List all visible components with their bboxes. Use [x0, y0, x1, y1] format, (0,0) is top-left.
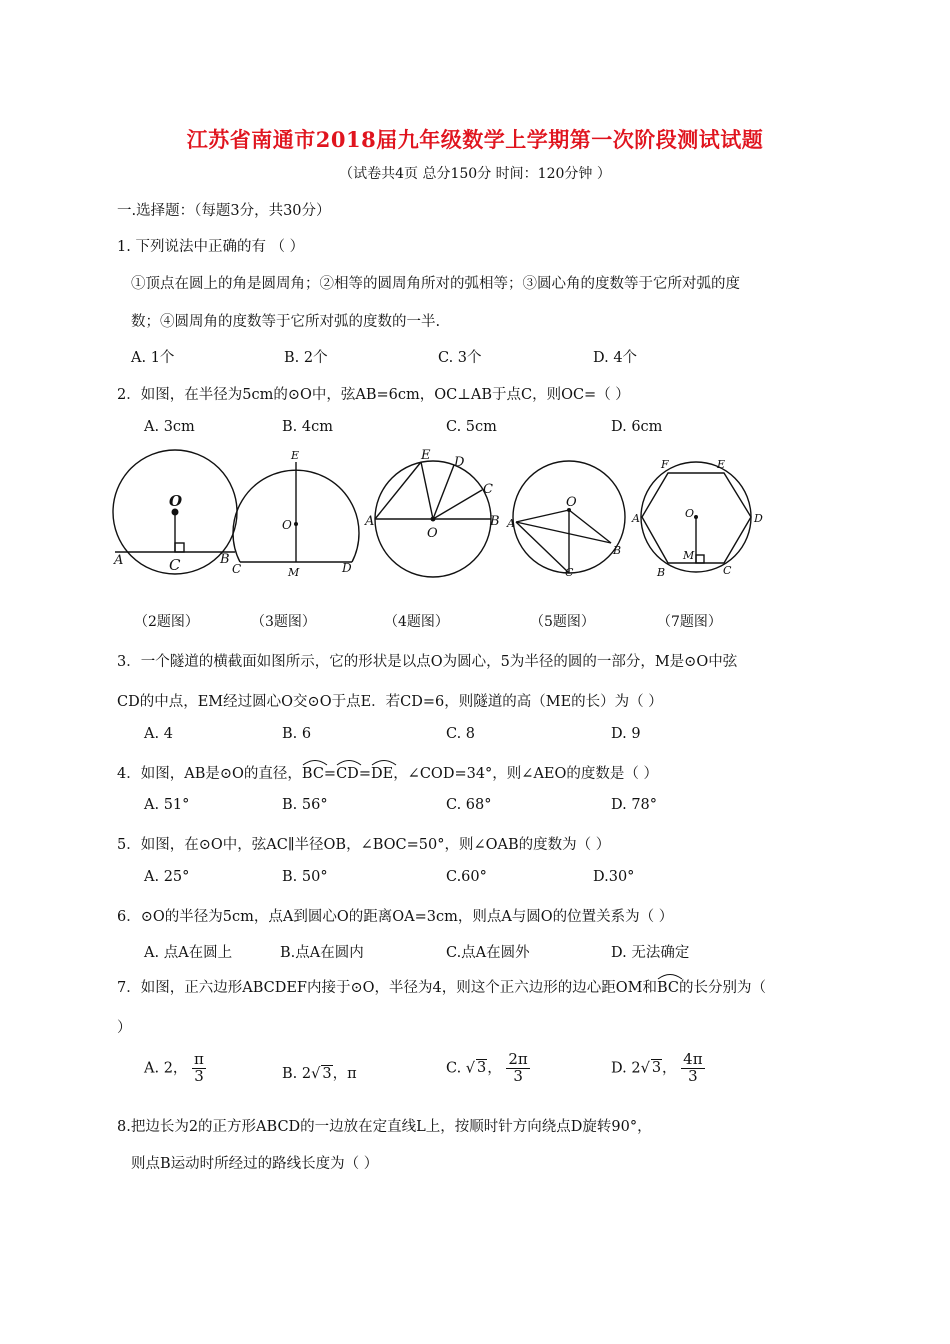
- fig7-label-o: O: [685, 507, 695, 520]
- fig5-label-b: B: [613, 544, 622, 557]
- q2-option-b: B. 4cm: [282, 419, 333, 435]
- arc-de: DE: [371, 762, 393, 782]
- q5-option-b: B. 50°: [282, 869, 328, 885]
- fig3-label-d: D: [342, 561, 352, 575]
- fig4-label-e: E: [421, 448, 431, 463]
- fig5-label-c: C: [565, 566, 574, 579]
- q3-option-c: C. 8: [446, 726, 476, 742]
- q6-option-b: B.点A在圆内: [280, 945, 364, 961]
- exam-info: （试卷共4页 总分150分 时间：120分钟 ）: [339, 166, 611, 182]
- fig2-caption: （2题图）: [134, 614, 199, 630]
- q5-option-c: C.60°: [446, 869, 487, 885]
- figures-row: [100, 445, 780, 585]
- q7-option-d: D. 2√ 3， $\frac{4\pi}{3}$: [611, 1050, 703, 1085]
- q6-stem: 6．⊙O的半径为5cm，点A到圆心O的距离OA=3cm，则点A与圆O的位置关系为（ ）: [117, 909, 674, 925]
- fig7-label-d: D: [754, 512, 763, 525]
- q1-statement-line: ①顶点在圆上的角是圆周角；②相等的圆周角所对的弧相等；③圆心角的度数等于它所对弧的度: [131, 276, 740, 292]
- q4-option-b: B. 56°: [282, 797, 328, 813]
- fig3-center-dot: [294, 522, 298, 526]
- fig5-label-o: O: [566, 495, 577, 510]
- q2-option-c: C. 5cm: [446, 419, 497, 435]
- q8-stem: 8.把边长为2的正方形ABCD的一边放在定直线L上，按顺时针方向绕点D旋转90°，: [117, 1119, 652, 1135]
- figure-5: [513, 461, 625, 573]
- arc-cd: CD: [336, 762, 359, 782]
- fig2-label-b: B: [220, 552, 230, 567]
- q1-statement-line: 数；④圆周角的度数等于它所对弧的度数的一半.: [131, 314, 441, 330]
- q7-option-a: A. 2， $\frac{\pi}{3}$: [144, 1050, 204, 1085]
- fig2-label-o: O: [169, 492, 183, 510]
- fig5-label-a: A: [507, 517, 515, 530]
- fig7-label-e: E: [717, 458, 726, 471]
- q4-stem: 4．如图，AB是⊙O的直径， BC= CD= DE，∠COD=34°，则∠AEO的度数是（ ）: [117, 762, 658, 783]
- q4-stem-post: ，∠COD=34°，则∠AEO的度数是（ ）: [393, 766, 658, 782]
- fig3-label-c: C: [232, 562, 242, 576]
- q7-stem-post: 的长分别为（: [679, 980, 767, 996]
- section-heading: 一.选择题：（每题3分，共30分）: [117, 203, 331, 219]
- q8-stem-line2: 则点B运动时所经过的路线长度为（ ）: [131, 1156, 379, 1172]
- q3-option-d: D. 9: [611, 726, 641, 742]
- q1-option-b: B. 2个: [284, 350, 328, 366]
- q7-option-c: C. √ 3， $\frac{2\pi}{3}$: [446, 1050, 528, 1085]
- q3-stem-line2: CD的中点，EM经过圆心O交⊙O于点E．若CD=6，则隧道的高（ME的长）为（ ）: [117, 694, 663, 710]
- q1-option-d: D. 4个: [593, 350, 638, 366]
- fig3-label-o: O: [282, 518, 292, 532]
- q4-stem-pre: 4．如图，AB是⊙O的直径，: [117, 766, 302, 782]
- q5-stem: 5．如图，在⊙O中，弦AC∥半径OB，∠BOC=50°，则∠OAB的度数为（ ）: [117, 837, 611, 853]
- fig7-center-dot: [694, 515, 698, 519]
- q7-stem-line2: ）: [117, 1020, 132, 1036]
- q1-option-c: C. 3个: [438, 350, 482, 366]
- fig4-label-c: C: [483, 482, 493, 497]
- q2-option-a: A. 3cm: [144, 419, 195, 435]
- q4-option-c: C. 68°: [446, 797, 492, 813]
- q2-option-d: D. 6cm: [611, 419, 663, 435]
- fig4-label-b: B: [490, 514, 500, 529]
- fig4-center-dot: [431, 517, 436, 522]
- fig3-label-e: E: [291, 449, 300, 462]
- q3-option-b: B. 6: [282, 726, 312, 742]
- q3-option-a: A. 4: [144, 726, 173, 742]
- fig7-label-f: F: [661, 458, 669, 471]
- q1-option-a: A. 1个: [131, 350, 175, 366]
- fig7-label-b: B: [657, 566, 666, 579]
- q2-stem: 2．如图，在半径为5cm的⊙O中，弦AB=6cm，OC⊥AB于点C，则OC=（ ）: [117, 387, 630, 403]
- q1-stem: 1. 下列说法中正确的有 （ ）: [117, 239, 305, 255]
- page-title: 江苏省南通市2018届九年级数学上学期第一次阶段测试试题: [186, 127, 764, 152]
- q3-stem: 3．一个隧道的横截面如图所示，它的形状是以点O为圆心，5为半径的圆的一部分，M是⊙O中弦: [117, 654, 738, 670]
- fig2-label-a: A: [114, 553, 124, 568]
- fig7-caption: （7题图）: [657, 614, 722, 630]
- q5-option-a: A. 25°: [144, 869, 190, 885]
- q4-option-a: A. 51°: [144, 797, 190, 813]
- q6-option-d: D. 无法确定: [611, 945, 690, 961]
- q7-stem-pre: 7．如图，正六边形ABCDEF内接于⊙O，半径为4，则这个正六边形的边心距OM和: [117, 980, 657, 996]
- fig3-caption: （3题图）: [251, 614, 316, 630]
- arc-bc: BC: [657, 976, 679, 996]
- q4-option-d: D. 78°: [611, 797, 658, 813]
- q7-stem: [117, 976, 766, 997]
- fig7-label-a: A: [632, 512, 640, 525]
- fig2-label-c: C: [169, 556, 181, 574]
- fig4-label-o: O: [427, 526, 438, 541]
- fig7-label-c: C: [723, 564, 732, 577]
- figure-3: [233, 462, 359, 562]
- fig7-label-m: M: [683, 549, 695, 562]
- fig3-label-m: M: [288, 566, 300, 579]
- q6-option-c: C.点A在圆外: [446, 945, 530, 961]
- fig4-label-a: A: [365, 514, 375, 529]
- arc-bc: BC: [302, 762, 324, 782]
- fig4-caption: （4题图）: [384, 614, 449, 630]
- q7-option-b: B. 2√ 3，π: [282, 1066, 357, 1082]
- q5-option-d: D.30°: [593, 869, 635, 885]
- fig4-label-d: D: [454, 455, 465, 470]
- q6-option-a: A. 点A在圆上: [144, 945, 233, 961]
- fig5-caption: （5题图）: [530, 614, 595, 630]
